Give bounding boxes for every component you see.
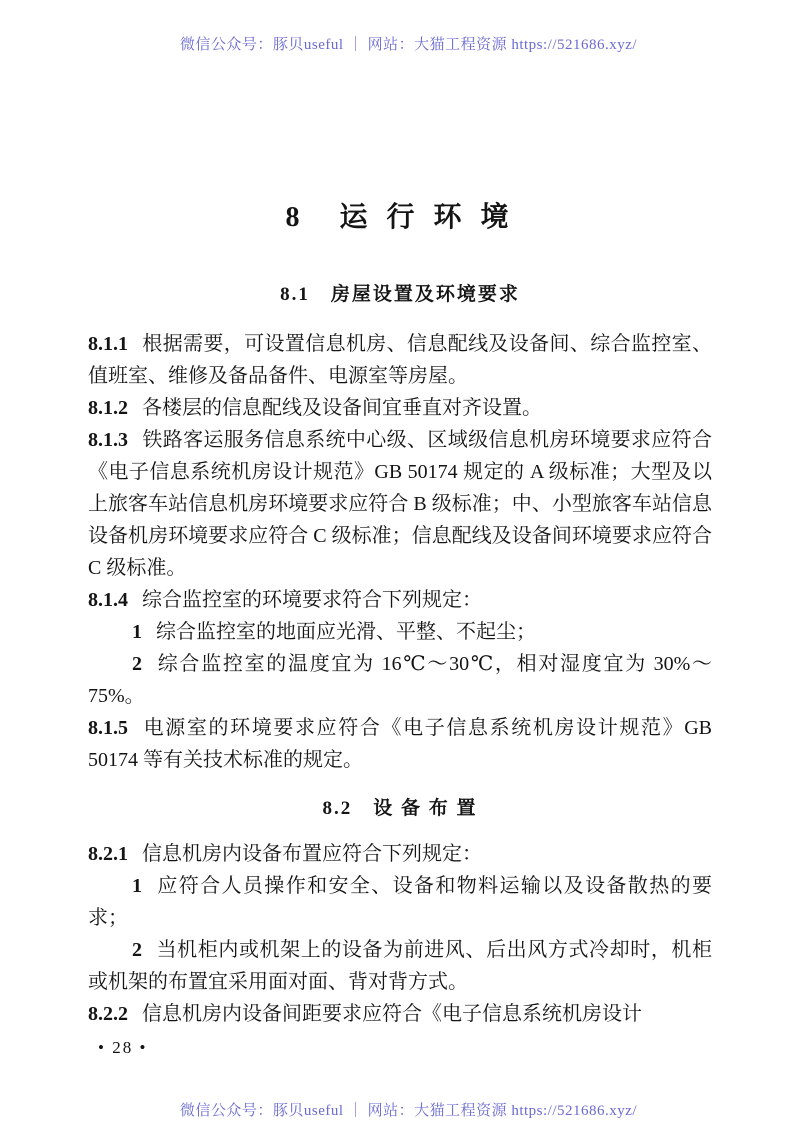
clause-text: 综合监控室的环境要求符合下列规定： <box>142 589 482 611</box>
clause-8-1-3 <box>88 424 712 584</box>
clause-8-1-1 <box>88 328 712 392</box>
item-number: 1 <box>132 621 142 643</box>
list-item-8-1-4-1 <box>88 616 712 648</box>
footer-banner <box>0 1082 800 1131</box>
item-text: 应符合人员操作和安全、设备和物料运输以及设备散热的要求； <box>88 875 712 929</box>
clause-text: 根据需要，可设置信息机房、信息配线及设备间、综合监控室、值班室、维修及备品备件、电源室等房屋。 <box>88 333 712 387</box>
section-heading-8-1: 8.1 房屋设置及环境要求 <box>280 284 520 305</box>
clause-text: 电源室的环境要求应符合《电子信息系统机房设计规范》GB 50174 等有关技术标准的规定。 <box>88 717 712 771</box>
clause-number: 8.1.5 <box>88 717 128 739</box>
list-item-8-2-1-1 <box>88 870 712 934</box>
clause-8-2-1 <box>88 838 712 870</box>
clause-number: 8.1.1 <box>88 333 128 355</box>
header-banner-url-link[interactable]: https://521686.xyz/ <box>511 37 638 53</box>
clause-text: 铁路客运服务信息系统中心级、区域级信息机房环境要求应符合《电子信息系统机房设计规范》GB 50174 规定的 A 级标准；大型及以上旅客车站信息机房环境要求应符合 B 级标准；中、小型旅客车站信息设备机房环境要求应符合 C 级标准；信息配线及设备间环境要求应符合 C 级标准。 <box>88 429 712 579</box>
clause-8-1-4 <box>88 584 712 616</box>
section-heading-8-2: 8.2 设 备 布 置 <box>322 798 478 819</box>
header-banner-text: 微信公众号：豚贝useful ｜ 网站：大猫工程资源 <box>179 37 512 53</box>
clause-8-1-2 <box>88 392 712 424</box>
clause-number: 8.1.2 <box>88 397 128 419</box>
page-number: • 28 • <box>98 1038 148 1057</box>
clause-text: 信息机房内设备间距要求应符合《电子信息系统机房设计 <box>142 1003 642 1025</box>
clause-8-2-2 <box>88 998 712 1030</box>
item-number: 2 <box>132 653 142 675</box>
clause-text: 信息机房内设备布置应符合下列规定： <box>142 843 482 865</box>
item-number: 2 <box>132 939 142 961</box>
clause-text: 各楼层的信息配线及设备间宜垂直对齐设置。 <box>142 397 542 419</box>
list-item-8-2-1-2 <box>88 934 712 998</box>
clause-number: 8.1.3 <box>88 429 128 451</box>
item-number: 1 <box>132 875 142 897</box>
list-item-8-1-4-2 <box>88 648 712 712</box>
clause-number: 8.2.2 <box>88 1003 128 1025</box>
footer-banner-text: 微信公众号：豚贝useful ｜ 网站：大猫工程资源 <box>179 1103 512 1119</box>
header-banner <box>0 16 800 71</box>
clause-8-1-5 <box>88 712 712 776</box>
item-text: 综合监控室的地面应光滑、平整、不起尘； <box>156 621 536 643</box>
clause-number: 8.2.1 <box>88 843 128 865</box>
item-text: 当机柜内或机架上的设备为前进风、后出风方式冷却时，机柜或机架的布置宜采用面对面、背对背方式。 <box>88 939 712 993</box>
item-text: 综合监控室的温度宜为 16℃～30℃，相对湿度宜为 30%～75%。 <box>88 653 712 707</box>
clause-number: 8.1.4 <box>88 589 128 611</box>
page-body <box>88 200 712 1060</box>
footer-banner-url-link[interactable]: https://521686.xyz/ <box>511 1103 638 1119</box>
chapter-title: 8 运 行 环 境 <box>285 202 515 233</box>
